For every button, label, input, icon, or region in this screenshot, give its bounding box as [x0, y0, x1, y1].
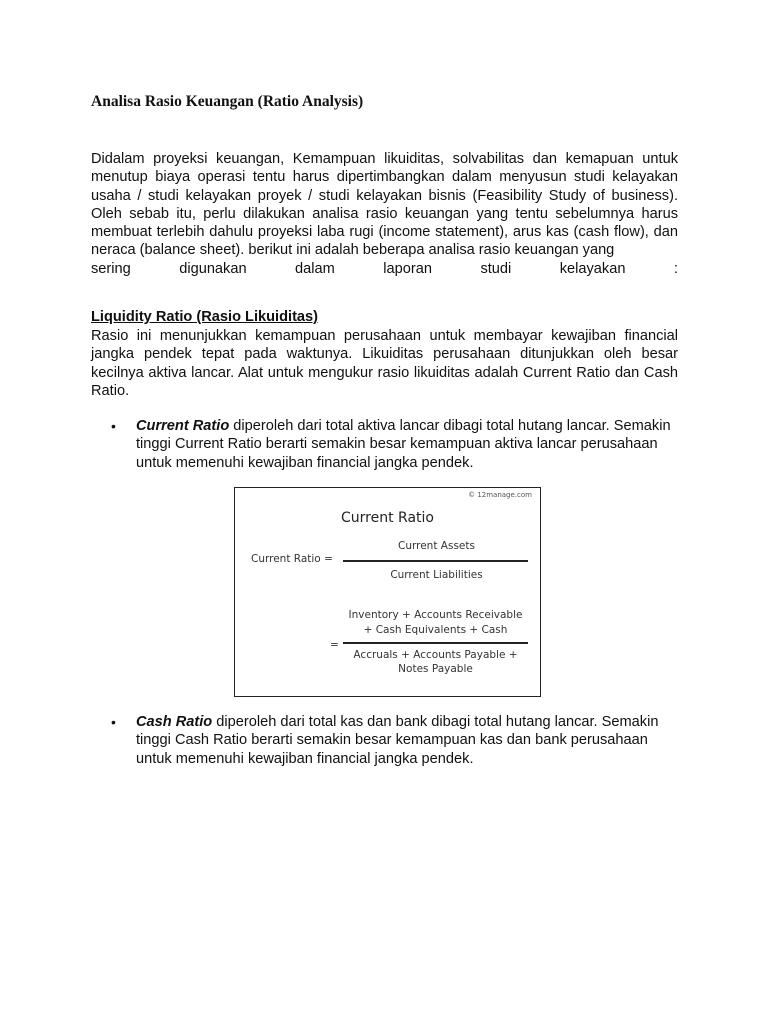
- denominator-2-line-2: Notes Payable: [398, 663, 473, 675]
- intro-paragraph: [91, 150, 678, 278]
- bullet-cash-ratio: [111, 713, 681, 768]
- liquidity-heading: Liquidity Ratio (Rasio Likuiditas): [91, 309, 319, 325]
- current-ratio-figure: [234, 487, 541, 697]
- bullet-term: Cash Ratio: [136, 714, 213, 730]
- intro-body: Didalam proyeksi keuangan, Kemampuan likuiditas, solvabilitas dan kemapuan untuk menutup biaya operasi tentu harus dipertimbangkan dalam menyusun studi kelayakan usaha / studi kelayakan proyek / studi kelayakan bisnis (Feasibility Study of business). Oleh sebab itu, perlu dilakukan analisa rasio keuangan yang tentu sebelumnya harus membuat terlebih dahulu proyeksi laba rugi (income statement), arus kas (cash flow), dan neraca (balance sheet). berikut ini adalah beberapa analisa rasio keuangan yang: [91, 151, 678, 259]
- page-title: Analisa Rasio Keuangan (Ratio Analysis): [91, 93, 364, 110]
- denominator-1: Current Liabilities: [390, 569, 483, 581]
- figure-title: Current Ratio: [341, 510, 434, 526]
- bullet-text: diperoleh dari total kas dan bank dibagi total hutang lancar. Semakin tinggi Cash Ratio berarti semakin besar kemampuan kas dan bank perusahaan untuk memenuhi kewajiban financial jangka pendek.: [136, 714, 659, 767]
- figure-credit: © 12manage.com: [468, 491, 532, 499]
- fraction-line-1: [343, 560, 528, 562]
- numerator-2-line-2: + Cash Equivalents + Cash: [363, 624, 508, 636]
- numerator-2-line-1: Inventory + Accounts Receivable: [348, 609, 523, 621]
- bullet-icon: •: [111, 714, 116, 730]
- bullet-icon: •: [111, 418, 116, 434]
- numerator-1: Current Assets: [398, 540, 475, 552]
- bullet-current-ratio: [111, 417, 681, 472]
- liquidity-paragraph: Rasio ini menunjukkan kemampuan perusahaan untuk membayar kewajiban financial jangka pendek tepat pada waktunya. Likuiditas perusahaan ditunjukkan oleh besar kecilnya aktiva lancar. Alat untuk mengukur rasio likuiditas adalah Current Ratio dan Cash Ratio.: [91, 328, 678, 399]
- intro-last-line: sering digunakan dalam laporan studi kelayakan :: [91, 260, 678, 277]
- equals-sign: =: [330, 639, 339, 651]
- formula-label: Current Ratio =: [251, 553, 333, 565]
- fraction-line-2: [343, 642, 528, 644]
- bullet-term: Current Ratio: [136, 418, 230, 434]
- denominator-2-line-1: Accruals + Accounts Payable +: [353, 649, 518, 661]
- bullet-text: diperoleh dari total aktiva lancar dibagi total hutang lancar. Semakin tinggi Current Ratio berarti semakin besar kemampuan aktiva lancar perusahaan untuk memenuhi kewajiban financial jangka pendek.: [136, 418, 671, 471]
